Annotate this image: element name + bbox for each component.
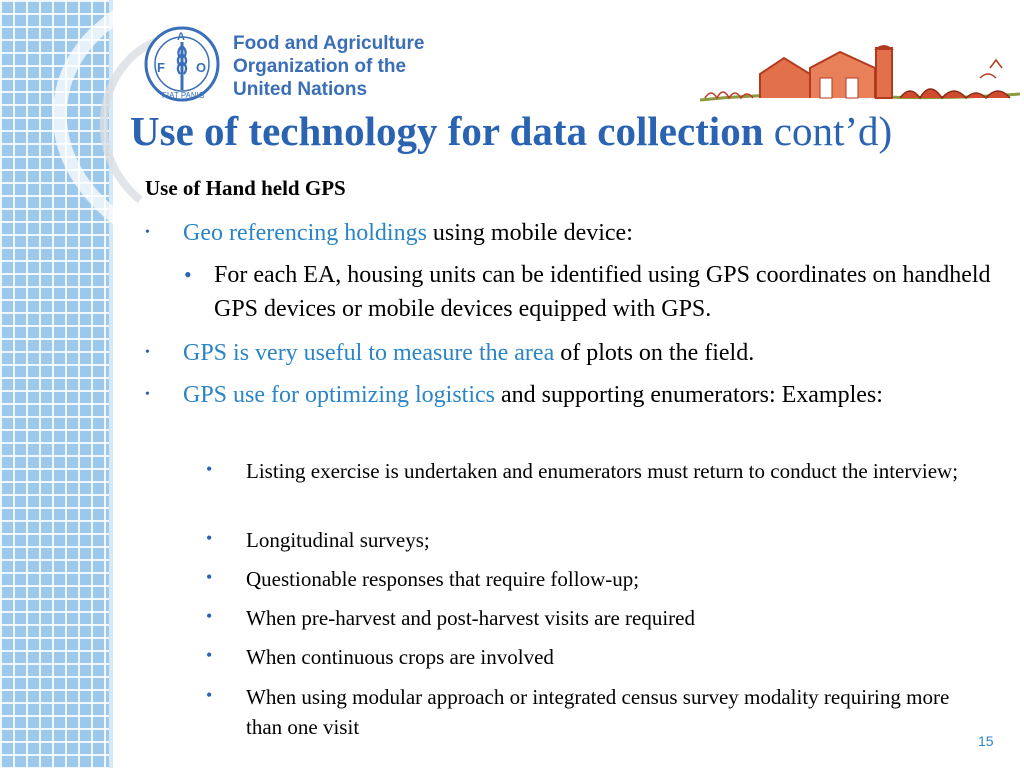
example-text: When pre-harvest and post-harvest visits are required [246, 606, 695, 630]
bullet-1-text: using mobile device: [426, 220, 633, 246]
title-main: Use of technology for data collection [130, 108, 764, 154]
subheading: Use of Hand held GPS [145, 176, 346, 200]
logo-motto: FIAT PANIS [162, 91, 205, 100]
example-item [206, 642, 986, 672]
bullet-measure-area [145, 336, 943, 370]
bullet-marker: • [184, 262, 192, 287]
bullet-3-highlight: GPS use for optimizing logistics [183, 382, 495, 408]
bullet-marker: • [206, 645, 213, 665]
example-item [206, 456, 986, 486]
example-text: Questionable responses that require follow-up; [246, 567, 640, 591]
logo-letter-f: F [157, 60, 165, 75]
bullet-1-highlight: Geo referencing holdings [183, 220, 427, 246]
example-text: Listing exercise is undertaken and enumerators must return to conduct the interview; [246, 459, 959, 483]
example-text: When using modular approach or integrated census survey modality requiring more than one visit [246, 685, 950, 739]
bullet-marker: • [145, 225, 150, 240]
org-name-line-2: Organization of the [233, 56, 407, 77]
sub-bullet-ea-text: For each EA, housing units can be identified using GPS coordinates on handheld GPS devices or mobile devices equipped with GPS. [214, 262, 991, 322]
bullet-marker: • [145, 387, 150, 402]
sub-bullet-ea [184, 258, 1004, 326]
bullet-marker: • [206, 567, 213, 587]
bullet-2-highlight: GPS is very useful to measure the area [183, 340, 555, 366]
bullet-3-text: and supporting enumerators: Examples: [495, 382, 883, 408]
org-name-line-1: Food and Agriculture [233, 33, 425, 54]
bullet-geo-referencing [145, 216, 943, 250]
logo-letter-o: O [196, 60, 207, 75]
bullet-marker: • [145, 345, 150, 360]
title-suffix: cont’d) [763, 108, 893, 154]
bullet-marker: • [206, 606, 213, 626]
example-item [206, 564, 986, 594]
page-number: 15 [978, 733, 994, 749]
bullet-logistics [145, 378, 903, 412]
example-text: Longitudinal surveys; [246, 528, 430, 552]
logo-letter-a: A [177, 31, 185, 43]
bullet-marker: • [206, 528, 213, 548]
example-item [206, 682, 966, 742]
bullet-marker: • [206, 459, 213, 479]
example-text: When continuous crops are involved [246, 645, 554, 669]
bullet-2-text: of plots on the field. [554, 340, 755, 366]
example-item [206, 525, 986, 555]
org-name-line-3: United Nations [233, 79, 368, 100]
bullet-marker: • [206, 685, 213, 705]
example-item [206, 603, 986, 633]
